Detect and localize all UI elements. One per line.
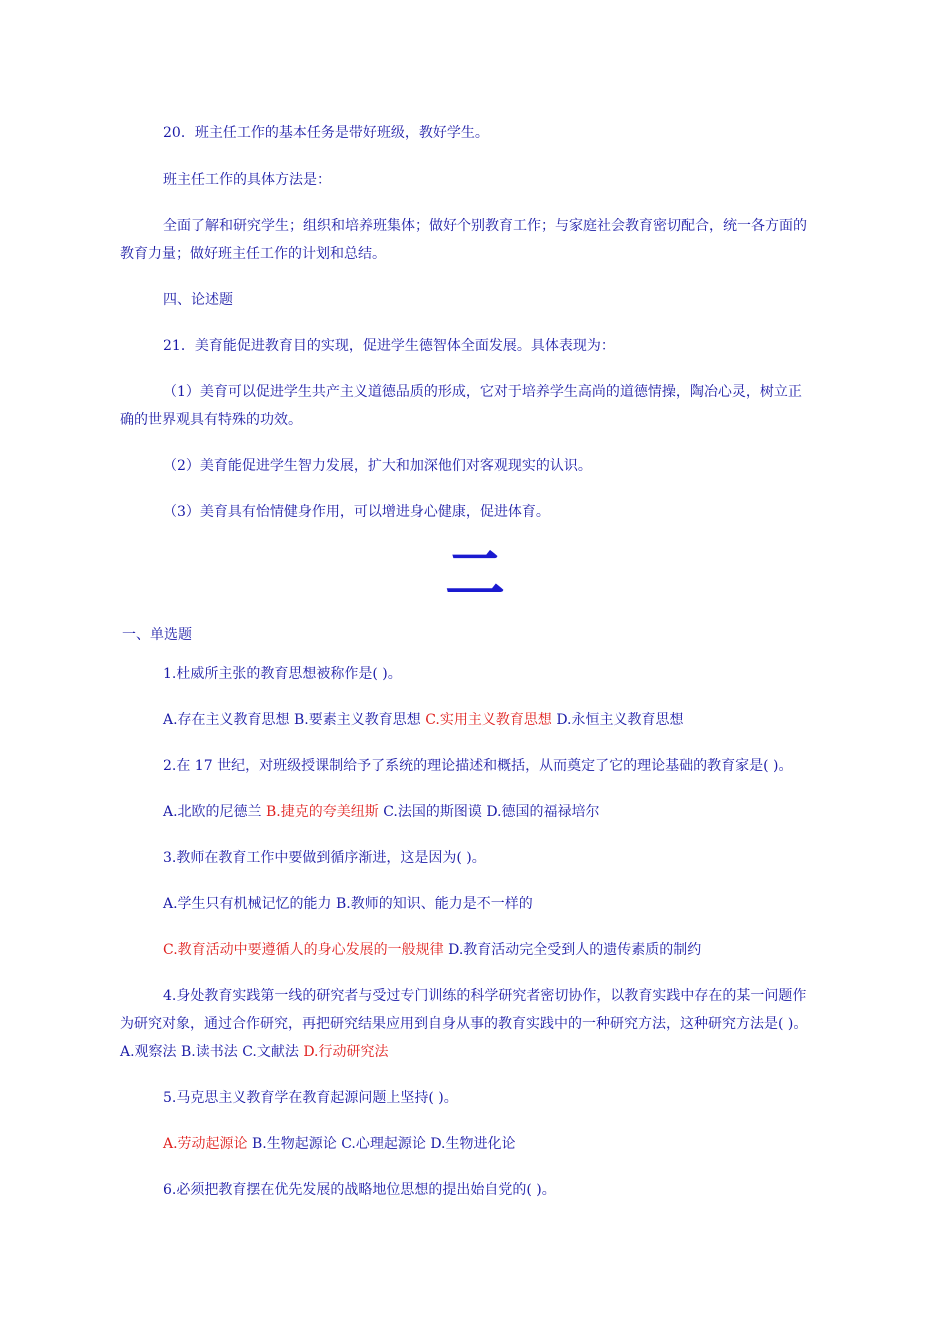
- q20-method-line2: 教育力量；做好班主任工作的计划和总结。: [120, 246, 386, 262]
- q20-task: 20．班主任工作的基本任务是带好班级，教好学生。: [163, 125, 489, 141]
- q21-point3: （3）美育具有怡情健身作用，可以增进身心健康，促进体育。: [163, 504, 550, 520]
- q1-answer-c: C.实用主义教育思想: [425, 712, 552, 728]
- q4-answer-d: D.行动研究法: [303, 1044, 389, 1060]
- q21-intro: 21．美育能促进教育目的实现，促进学生德智体全面发展。具体表现为：: [163, 338, 615, 354]
- section-single-choice-heading: 一、单选题: [122, 627, 192, 643]
- q4-stem-line1: 4.身处教育实践第一线的研究者与受过专门训练的科学研究者密切协作，以教育实践中存在的某一问题作: [163, 988, 807, 1004]
- q5-stem: 5.马克思主义教育学在教育起源问题上坚持( )。: [163, 1090, 458, 1106]
- q1-stem: 1.杜威所主张的教育思想被称作是( )。: [163, 666, 402, 682]
- q21-point1-line1: （1）美育可以促进学生共产主义道德品质的形成，它对于培养学生高尚的道德情操，陶冶心灵，树立正: [163, 384, 802, 400]
- q2-stem: 2.在 17 世纪，对班级授课制给予了系统的理论描述和概括，从而奠定了它的理论基础的教育家是( )。: [163, 758, 793, 774]
- q3-stem: 3.教师在教育工作中要做到循序渐进，这是因为( )。: [163, 850, 486, 866]
- q3-option-d: D.教育活动完全受到人的遗传素质的制约: [443, 942, 702, 958]
- q20-method-heading: 班主任工作的具体方法是：: [163, 172, 331, 188]
- q2-options-cd: C.法国的斯图谟 D.德国的福禄培尔: [378, 804, 600, 820]
- q5-answer-a: A.劳动起源论: [163, 1136, 248, 1152]
- q2-answer-b: B.捷克的夸美纽斯: [266, 804, 379, 820]
- q21-point2: （2）美育能促进学生智力发展，扩大和加深他们对客观现实的认识。: [163, 458, 592, 474]
- q2-option-a: A.北欧的尼德兰: [163, 804, 267, 820]
- q4-options-ac: A.观察法 B.读书法 C.文献法: [120, 1044, 304, 1060]
- q3-options-cd: [163, 940, 701, 960]
- part-two-heading: 二: [445, 540, 505, 610]
- q3-options-ab: A.学生只有机械记忆的能力 B.教师的知识、能力是不一样的: [163, 896, 533, 912]
- q1-option-d: D.永恒主义教育思想: [551, 712, 684, 728]
- section-essay-heading: 四、论述题: [163, 292, 233, 308]
- q2-options: [163, 802, 600, 822]
- q6-stem: 6.必须把教育摆在优先发展的战略地位思想的提出始自党的( )。: [163, 1182, 556, 1198]
- q4-options: [120, 1042, 389, 1062]
- q4-stem-line2: 为研究对象，通过合作研究，再把研究结果应用到自身从事的教育实践中的一种研究方法，这种研究方法是( )。: [120, 1016, 808, 1032]
- q21-point1-line2: 确的世界观具有特殊的功效。: [120, 412, 302, 428]
- q1-options-ab: A.存在主义教育思想 B.要素主义教育思想: [163, 712, 426, 728]
- q1-options: [163, 710, 684, 730]
- q5-options-bd: B.生物起源论 C.心理起源论 D.生物进化论: [247, 1136, 516, 1152]
- q5-options: [163, 1134, 516, 1154]
- q3-answer-c: C.教育活动中要遵循人的身心发展的一般规律: [163, 942, 444, 958]
- q20-method-line1: 全面了解和研究学生；组织和培养班集体；做好个别教育工作；与家庭社会教育密切配合，统一各方面的: [163, 218, 807, 234]
